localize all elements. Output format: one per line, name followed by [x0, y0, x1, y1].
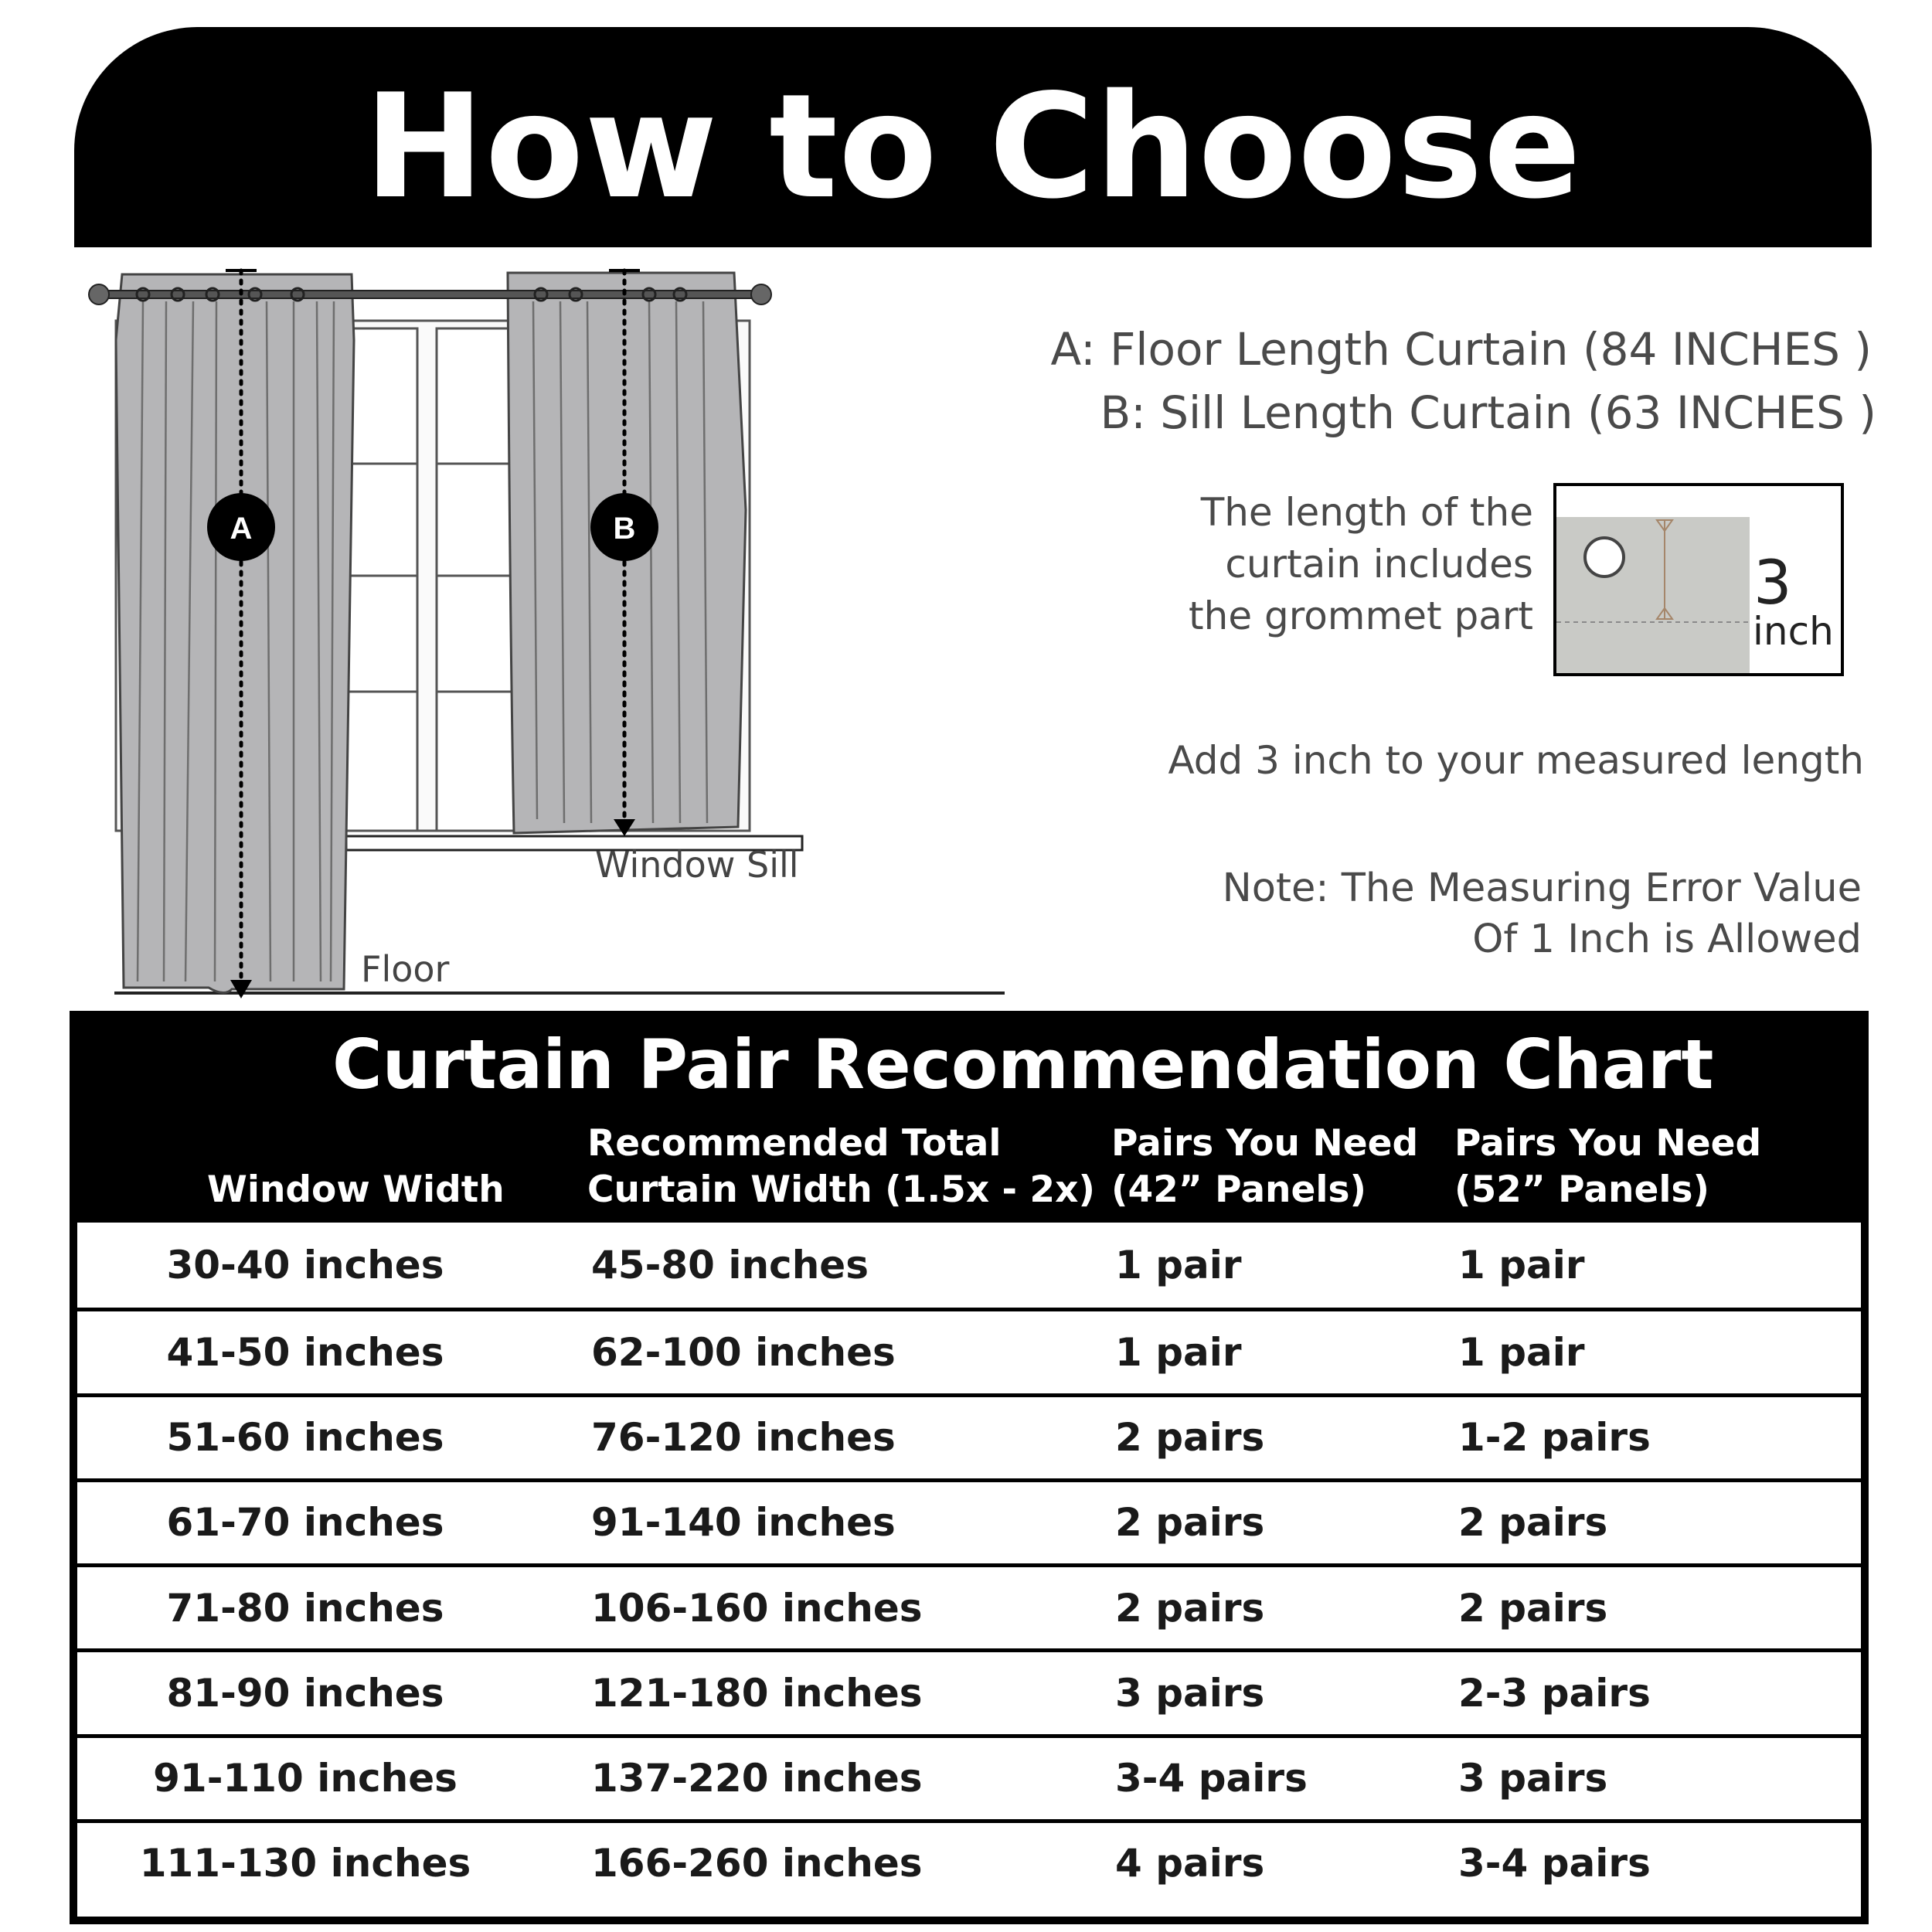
cell-pairs-52: 2 pairs — [1458, 1500, 1608, 1546]
header-pairs-52 — [1454, 1121, 1761, 1213]
grommet-note-line3: the grommet part — [1189, 594, 1533, 638]
header-pairs-42-line1: Pairs You Need — [1111, 1122, 1419, 1165]
cell-window-width: 51-60 inches — [166, 1415, 444, 1461]
note-line1: Note: The Measuring Error Value — [1222, 866, 1862, 911]
grommet-diagram — [1553, 483, 1844, 676]
cell-total-width: 121-180 inches — [591, 1670, 923, 1716]
cell-window-width: 111-130 inches — [139, 1841, 471, 1886]
cell-pairs-52: 1 pair — [1458, 1243, 1585, 1288]
table-row — [77, 1734, 1861, 1819]
cell-window-width: 81-90 inches — [166, 1670, 444, 1716]
cell-total-width: 106-160 inches — [591, 1585, 923, 1631]
note-line2: Of 1 Inch is Allowed — [1472, 917, 1862, 962]
grommet-note-line1: The length of the — [1200, 490, 1533, 535]
cell-pairs-42: 2 pairs — [1115, 1415, 1265, 1461]
cell-pairs-42: 3 pairs — [1115, 1670, 1265, 1716]
marker-a-label: A — [230, 512, 253, 546]
table-title: Curtain Pair Recommendation Chart — [332, 1025, 1714, 1104]
legend-sill-length: B: Sill Length Curtain (63 INCHES ) — [1100, 386, 1876, 439]
cell-window-width: 91-110 inches — [153, 1756, 457, 1801]
cell-pairs-52: 3 pairs — [1458, 1756, 1608, 1801]
grommet-diagram-art — [1556, 486, 1841, 673]
grommet-icon — [1585, 538, 1624, 577]
window-sill-label: Window Sill — [595, 844, 799, 886]
header-total-width — [587, 1121, 1095, 1213]
curtain-a — [116, 274, 354, 993]
cell-pairs-42: 2 pairs — [1115, 1585, 1265, 1631]
floor-label: Floor — [361, 948, 450, 990]
cell-pairs-52: 1 pair — [1458, 1329, 1585, 1375]
cell-window-width: 30-40 inches — [166, 1243, 444, 1288]
cell-window-width: 41-50 inches — [166, 1329, 444, 1375]
table-row — [77, 1308, 1861, 1393]
header-pairs-42 — [1111, 1121, 1418, 1213]
cell-total-width: 166-260 inches — [591, 1841, 923, 1886]
header-total-width-line1: Recommended Total — [587, 1122, 1002, 1165]
grommet-note — [992, 487, 1533, 642]
cell-pairs-52: 3-4 pairs — [1458, 1841, 1651, 1886]
table-row — [77, 1563, 1861, 1648]
table-row — [77, 1478, 1861, 1563]
cell-pairs-42: 4 pairs — [1115, 1841, 1265, 1886]
recommendation-table — [70, 1011, 1869, 1924]
cell-pairs-42: 1 pair — [1115, 1329, 1242, 1375]
grommet-unit: inch — [1753, 609, 1834, 654]
header-pairs-52-line2: (52” Panels) — [1454, 1168, 1709, 1211]
cell-pairs-52: 2 pairs — [1458, 1585, 1608, 1631]
cell-window-width: 61-70 inches — [166, 1500, 444, 1546]
cell-total-width: 45-80 inches — [591, 1243, 869, 1288]
table-row — [77, 1223, 1861, 1308]
header-pairs-42-line2: (42” Panels) — [1111, 1168, 1366, 1211]
table-body — [77, 1223, 1861, 1917]
cell-total-width: 76-120 inches — [591, 1415, 896, 1461]
cell-pairs-52: 1-2 pairs — [1458, 1415, 1651, 1461]
header-window-width: Window Width — [207, 1168, 505, 1211]
marker-b-label: B — [613, 512, 636, 546]
curtain-illustration — [0, 247, 1020, 1012]
cell-pairs-42: 3-4 pairs — [1115, 1756, 1308, 1801]
cell-window-width: 71-80 inches — [166, 1585, 444, 1631]
measuring-error-note — [1223, 863, 1862, 965]
table-row — [77, 1393, 1861, 1478]
cell-total-width: 137-220 inches — [591, 1756, 923, 1801]
cell-pairs-42: 2 pairs — [1115, 1500, 1265, 1546]
table-row — [77, 1819, 1861, 1904]
grommet-note-line2: curtain includes — [1225, 542, 1533, 587]
header-total-width-line2: Curtain Width (1.5x - 2x) — [587, 1168, 1095, 1211]
header-banner — [74, 27, 1872, 247]
cell-total-width: 62-100 inches — [591, 1329, 896, 1375]
cell-pairs-42: 1 pair — [1115, 1243, 1242, 1288]
header-pairs-52-line1: Pairs You Need — [1454, 1122, 1762, 1165]
cell-total-width: 91-140 inches — [591, 1500, 896, 1546]
legend-floor-length: A: Floor Length Curtain (84 INCHES ) — [1050, 323, 1872, 376]
add-length-note: Add 3 inch to your measured length — [1168, 738, 1864, 783]
page-title: How to Choose — [364, 63, 1582, 230]
table-row — [77, 1648, 1861, 1733]
grommet-value: 3 — [1753, 549, 1792, 618]
cell-pairs-52: 2-3 pairs — [1458, 1670, 1651, 1716]
